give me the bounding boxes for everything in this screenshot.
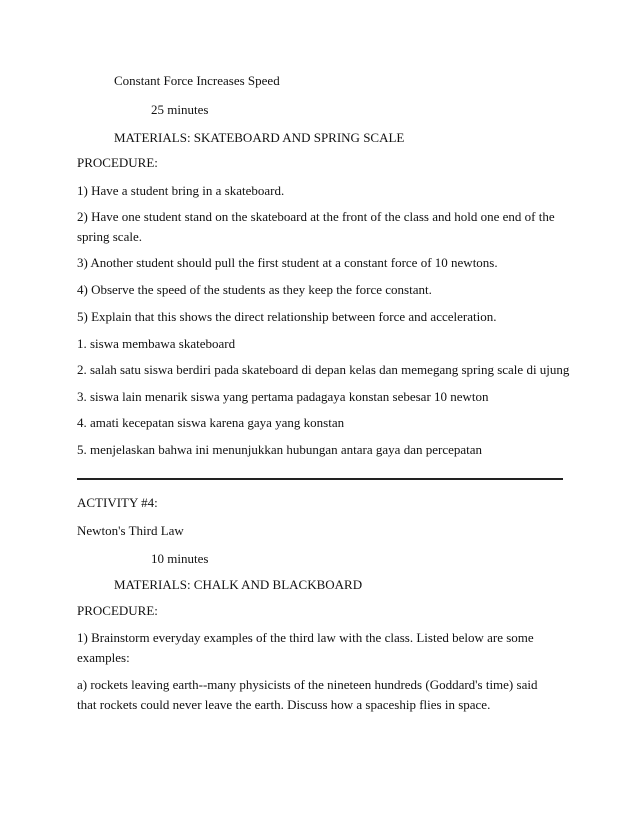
procedure-step: 3) Another student should pull the first student at a constant force of 10 newtons. [77,255,498,270]
activity-title: Constant Force Increases Speed [114,73,280,88]
procedure-heading: PROCEDURE: [77,603,158,618]
translated-step: 1. siswa membawa skateboard [77,336,236,351]
activity-title: Newton's Third Law [77,523,184,538]
activity-label: ACTIVITY #4: [77,495,158,510]
materials-line: MATERIALS: SKATEBOARD AND SPRING SCALE [114,130,405,145]
procedure-heading: PROCEDURE: [77,155,158,170]
procedure-step: 4) Observe the speed of the students as they keep the force constant. [77,282,432,297]
materials-line: MATERIALS: CHALK AND BLACKBOARD [114,577,363,592]
activity-duration: 25 minutes [151,102,209,117]
section-divider [77,478,563,480]
translated-step: 2. salah satu siswa berdiri pada skateboard di depan kelas dan memegang spring scale di ujung [77,362,570,377]
procedure-step: 2) Have one student stand on the skateboard at the front of the class and hold one end of the spring scale. [77,209,555,244]
procedure-step: 5) Explain that this shows the direct relationship between force and acceleration. [77,309,497,324]
example-item: a) rockets leaving earth--many physicists of the nineteen hundreds (Goddard's time) said that rockets could never leave the earth. Discuss how a spaceship flies in space. [77,677,538,712]
procedure-step: 1) Brainstorm everyday examples of the third law with the class. Listed below are some examples: [77,630,534,665]
translated-step: 4. amati kecepatan siswa karena gaya yang konstan [77,415,345,430]
translated-step: 3. siswa lain menarik siswa yang pertama padagaya konstan sebesar 10 newton [77,389,489,404]
procedure-step: 1) Have a student bring in a skateboard. [77,183,285,198]
translated-step: 5. menjelaskan bahwa ini menunjukkan hubungan antara gaya dan percepatan [77,442,483,457]
activity-duration: 10 minutes [151,551,209,566]
